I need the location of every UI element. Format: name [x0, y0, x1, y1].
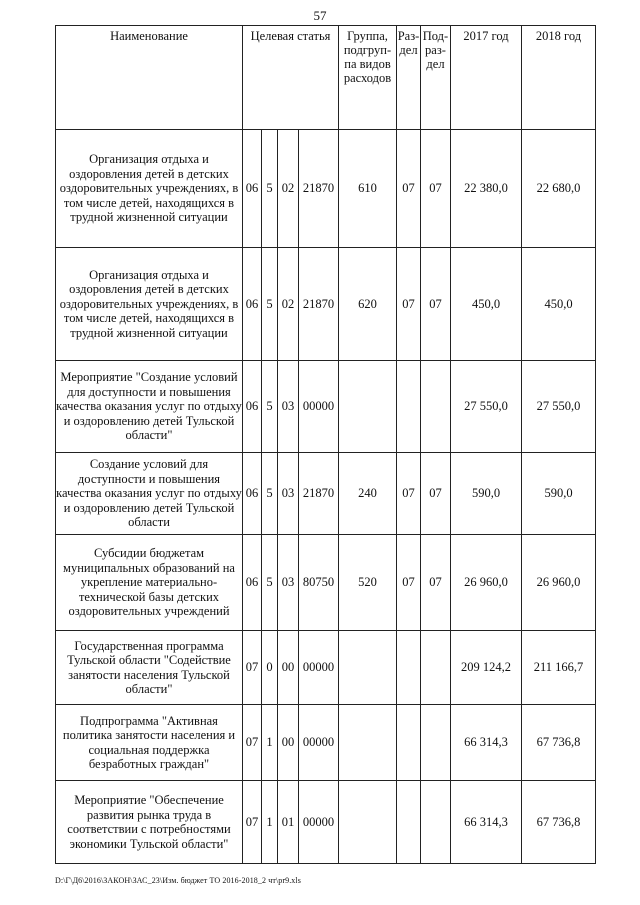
subsection-code: 07 — [421, 535, 451, 631]
footer-path: D:\Г\Д6\2016\ЗАКОН\ЗАС_23\Изм. бюджет ТО 2016-2018_2 чт\pr9.xls — [55, 876, 301, 885]
row-name: Государственная программа Тульской области "Содействие занятости населения Тульской области" — [56, 631, 243, 705]
target-program: 06 — [243, 248, 262, 361]
target-code: 21870 — [299, 130, 339, 248]
amount-2017: 26 960,0 — [451, 535, 522, 631]
expense-group — [339, 705, 397, 781]
row-name: Организация отдыха и оздоровления детей в детских оздоровительных учреждениях, в том числе детей, находящихся в трудной жизненной ситуации — [56, 248, 243, 361]
subsection-code: 07 — [421, 453, 451, 535]
amount-2017: 22 380,0 — [451, 130, 522, 248]
amount-2018: 450,0 — [522, 248, 596, 361]
page-number: 57 — [313, 8, 327, 23]
table-row — [56, 248, 596, 361]
amount-2018: 590,0 — [522, 453, 596, 535]
subsection-code: 07 — [421, 130, 451, 248]
amount-2018: 26 960,0 — [522, 535, 596, 631]
subsection-code — [421, 631, 451, 705]
expense-group: 620 — [339, 248, 397, 361]
target-main-event: 02 — [278, 130, 299, 248]
amount-2018: 27 550,0 — [522, 361, 596, 453]
target-program: 07 — [243, 631, 262, 705]
header-subsection: Под-раз-дел — [421, 26, 451, 130]
target-main-event: 01 — [278, 781, 299, 864]
header-target: Целевая статья — [243, 26, 339, 130]
target-main-event: 03 — [278, 453, 299, 535]
target-code: 00000 — [299, 361, 339, 453]
section-code: 07 — [397, 453, 421, 535]
table-row — [56, 535, 596, 631]
header-group: Группа, подгруп-па видов расходов — [339, 26, 397, 130]
table-row — [56, 453, 596, 535]
expense-group: 520 — [339, 535, 397, 631]
target-program: 07 — [243, 705, 262, 781]
amount-2017: 27 550,0 — [451, 361, 522, 453]
target-main-event: 02 — [278, 248, 299, 361]
subsection-code: 07 — [421, 248, 451, 361]
target-program: 06 — [243, 130, 262, 248]
amount-2017: 66 314,3 — [451, 705, 522, 781]
row-name: Организация отдыха и оздоровления детей в детских оздоровительных учреждениях, в том числе детей, находящихся в трудной жизненной ситуации — [56, 130, 243, 248]
row-name: Подпрограмма "Активная политика занятости населения и социальная поддержка безработных граждан" — [56, 705, 243, 781]
header-row — [56, 26, 596, 130]
section-code — [397, 781, 421, 864]
amount-2018: 67 736,8 — [522, 781, 596, 864]
row-name: Создание условий для доступности и повышения качества оказания услуг по отдыху и оздоровлению детей Тульской области — [56, 453, 243, 535]
target-program: 06 — [243, 453, 262, 535]
target-subprogram: 5 — [262, 361, 278, 453]
target-code: 21870 — [299, 248, 339, 361]
expense-group — [339, 781, 397, 864]
header-2018: 2018 год — [522, 26, 596, 130]
amount-2017: 66 314,3 — [451, 781, 522, 864]
row-name: Субсидии бюджетам муниципальных образований на укрепление материально-технической базы детских оздоровительных учреждений — [56, 535, 243, 631]
amount-2018: 211 166,7 — [522, 631, 596, 705]
target-main-event: 00 — [278, 705, 299, 781]
target-main-event: 00 — [278, 631, 299, 705]
target-code: 00000 — [299, 631, 339, 705]
header-name: Наименование — [56, 26, 243, 130]
section-code — [397, 705, 421, 781]
target-subprogram: 5 — [262, 130, 278, 248]
target-subprogram: 1 — [262, 705, 278, 781]
amount-2017: 590,0 — [451, 453, 522, 535]
amount-2018: 22 680,0 — [522, 130, 596, 248]
budget-table — [55, 25, 596, 864]
expense-group — [339, 361, 397, 453]
section-code — [397, 361, 421, 453]
subsection-code — [421, 361, 451, 453]
target-subprogram: 1 — [262, 781, 278, 864]
table-row — [56, 781, 596, 864]
section-code: 07 — [397, 248, 421, 361]
target-subprogram: 5 — [262, 248, 278, 361]
subsection-code — [421, 781, 451, 864]
table-row — [56, 130, 596, 248]
target-program: 07 — [243, 781, 262, 864]
table-row — [56, 631, 596, 705]
target-code: 80750 — [299, 535, 339, 631]
section-code — [397, 631, 421, 705]
target-subprogram: 0 — [262, 631, 278, 705]
header-2017: 2017 год — [451, 26, 522, 130]
target-code: 00000 — [299, 705, 339, 781]
expense-group — [339, 631, 397, 705]
target-subprogram: 5 — [262, 453, 278, 535]
subsection-code — [421, 705, 451, 781]
section-code: 07 — [397, 535, 421, 631]
target-subprogram: 5 — [262, 535, 278, 631]
target-program: 06 — [243, 535, 262, 631]
target-main-event: 03 — [278, 361, 299, 453]
expense-group: 240 — [339, 453, 397, 535]
expense-group: 610 — [339, 130, 397, 248]
amount-2018: 67 736,8 — [522, 705, 596, 781]
row-name: Мероприятие "Создание условий для доступности и повышения качества оказания услуг по отдыху и оздоровлению детей Тульской области" — [56, 361, 243, 453]
amount-2017: 209 124,2 — [451, 631, 522, 705]
header-section: Раз-дел — [397, 26, 421, 130]
table-row — [56, 705, 596, 781]
row-name: Мероприятие "Обеспечение развития рынка труда в соответствии с потребностями экономики Тульской области" — [56, 781, 243, 864]
target-main-event: 03 — [278, 535, 299, 631]
table-row — [56, 361, 596, 453]
target-code: 21870 — [299, 453, 339, 535]
target-code: 00000 — [299, 781, 339, 864]
amount-2017: 450,0 — [451, 248, 522, 361]
section-code: 07 — [397, 130, 421, 248]
target-program: 06 — [243, 361, 262, 453]
